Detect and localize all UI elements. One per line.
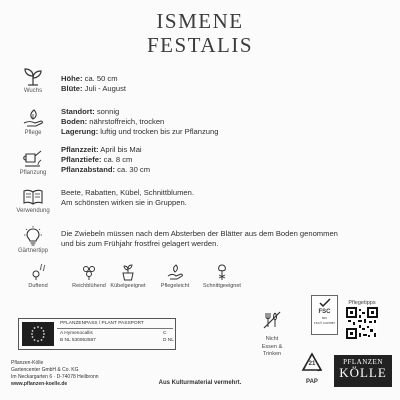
pap-label: PAP xyxy=(306,379,318,385)
feature-label-reichbluehend: Reichblühend xyxy=(72,283,106,289)
pflege-label: Pflege xyxy=(24,130,42,136)
pflanzen-koelle-logo xyxy=(334,355,392,387)
flower-cluster-icon xyxy=(80,263,98,281)
passport-d: D NL xyxy=(163,338,174,343)
company-street: Im Neckargarten 6 · D-74078 Heilbronn xyxy=(11,374,99,380)
care-tips-qr[interactable] xyxy=(345,300,379,344)
passport-b: B NL 530953587 xyxy=(60,338,96,343)
pflanzabstand-line xyxy=(61,165,392,175)
not-edible-line2: Essen & Trinken xyxy=(261,344,283,357)
company-name: Pflanzen-Kölle xyxy=(11,360,44,366)
pflanzzeit-label: Pflanzzeit: xyxy=(61,145,99,154)
sprout-icon xyxy=(22,66,44,86)
wuchs-icon-block xyxy=(12,66,54,94)
eu-flag-icon xyxy=(22,322,54,346)
gaertnertipp-line1: Die Zwiebeln müssen nach dem Absterben der Blätter aus dem Boden genommen xyxy=(61,229,338,238)
not-edible-line1: Nicht xyxy=(265,336,279,342)
passport-c: C xyxy=(163,331,167,336)
pflanztiefe-line xyxy=(61,155,392,165)
pap-number: 21 xyxy=(308,361,316,367)
passport-divider xyxy=(57,328,173,329)
verwendung-label: Verwendung xyxy=(16,208,50,214)
boden-value: nährstoffreich, trocken xyxy=(89,117,165,126)
gaertnertipp-text xyxy=(61,229,392,249)
company-legal: Gartencenter GmbH & Co. KG xyxy=(11,367,79,373)
feature-schnittgeeignet xyxy=(196,263,248,289)
verwendung-line1: Beete, Rabatten, Kübel, Schnittblumen. xyxy=(61,188,194,197)
not-edible-block xyxy=(252,310,292,358)
pflanzung-label: Pflanzung xyxy=(19,170,47,176)
logo-bottom: KÖLLE xyxy=(339,365,387,380)
pflanztiefe-value: ca. 8 cm xyxy=(103,155,133,164)
logo-top: PFLANZEN xyxy=(343,358,383,366)
company-address xyxy=(11,360,99,388)
bluete-line xyxy=(61,84,392,94)
standort-value: sonnig xyxy=(96,107,120,116)
bluete-label: Blüte: xyxy=(61,84,83,93)
pflanzung-text xyxy=(61,145,392,175)
gaertnertipp-line2: und bis zum Frühjahr frostfrei gelagert werden. xyxy=(61,239,219,248)
pflanzung-icon-block xyxy=(12,146,54,176)
feature-label-kuebelgeeignet: Kübelgeeignet xyxy=(110,283,146,289)
qr-label: Pflegetipps xyxy=(348,300,376,306)
hoehe-value: ca. 50 cm xyxy=(84,74,118,83)
wuchs-text xyxy=(61,74,392,94)
qr-code-icon[interactable] xyxy=(346,307,378,339)
eu-stars xyxy=(22,322,54,346)
lagerung-label: Lagerung: xyxy=(61,127,99,136)
verwendung-icon-block xyxy=(12,188,54,214)
passport-a: A Hymenocallis xyxy=(60,331,93,336)
hoehe-label: Höhe: xyxy=(61,74,83,83)
feature-duftend xyxy=(12,263,64,289)
boden-line xyxy=(61,117,392,127)
product-title-line1: ISMENE xyxy=(156,9,244,33)
boden-label: Boden: xyxy=(61,117,88,126)
gaertnertipp-label: Gärtnertipp xyxy=(17,248,48,254)
pflanzabstand-value: ca. 30 cm xyxy=(117,165,151,174)
fsc-sub: MIX xyxy=(321,316,328,320)
feature-label-schnittgeeignet: Schnittgeeignet xyxy=(203,283,241,289)
standort-line xyxy=(61,107,392,117)
pflege-text xyxy=(61,107,392,137)
pflanzzeit-line xyxy=(61,145,392,155)
watering-can-icon xyxy=(22,146,44,168)
pflege-icon-block xyxy=(12,108,54,136)
verwendung-line2: Am schönsten wirken sie in Gruppen. xyxy=(61,198,187,207)
feature-icons-row xyxy=(0,263,400,303)
pflanztiefe-label: Pflanztiefe: xyxy=(61,155,102,164)
no-eating-icon xyxy=(262,310,282,330)
feature-label-duftend: Duftend xyxy=(28,283,48,289)
lagerung-value: luftig und trocken bis zur Pflanzung xyxy=(100,127,219,136)
tree-check-icon xyxy=(318,298,332,308)
hoehe-line xyxy=(61,74,392,84)
lagerung-line xyxy=(61,127,392,137)
pap-recycle-block xyxy=(298,352,326,385)
plant-passport xyxy=(18,318,176,350)
pflanzabstand-label: Pflanzabstand: xyxy=(61,165,116,174)
easy-care-hand-icon xyxy=(166,263,184,281)
company-website[interactable]: www.pflanzen-koelle.de xyxy=(11,381,68,387)
open-book-icon xyxy=(22,188,44,206)
recycled-note: Aus Kulturmaterial vermehrt. xyxy=(158,380,242,386)
potted-plant-icon xyxy=(119,263,137,281)
fsc-label xyxy=(311,295,338,335)
standort-label: Standort: xyxy=(61,107,95,116)
flower-scent-icon xyxy=(29,263,47,281)
fsc-name: FSC xyxy=(318,309,331,315)
feature-pflegeleicht xyxy=(149,263,201,289)
feature-kuebelgeeignet xyxy=(102,263,154,289)
passport-header: PFLANZENPASS / PLANT PASSPORT xyxy=(60,321,144,326)
gaertnertipp-icon-block xyxy=(12,226,54,254)
wuchs-label: Wuchs xyxy=(23,88,43,94)
cut-flower-icon xyxy=(213,263,231,281)
bluete-value: Juli - August xyxy=(84,84,127,93)
feature-label-pflegeleicht: Pflegeleicht xyxy=(160,283,190,289)
product-title-line2: FESTALIS xyxy=(147,33,253,57)
pflanzzeit-value: April bis Mai xyxy=(100,145,142,154)
verwendung-text xyxy=(61,188,392,208)
hand-leaf-icon xyxy=(22,108,44,128)
fsc-code: FSC® C007887 xyxy=(313,321,336,325)
lightbulb-icon xyxy=(22,226,44,246)
